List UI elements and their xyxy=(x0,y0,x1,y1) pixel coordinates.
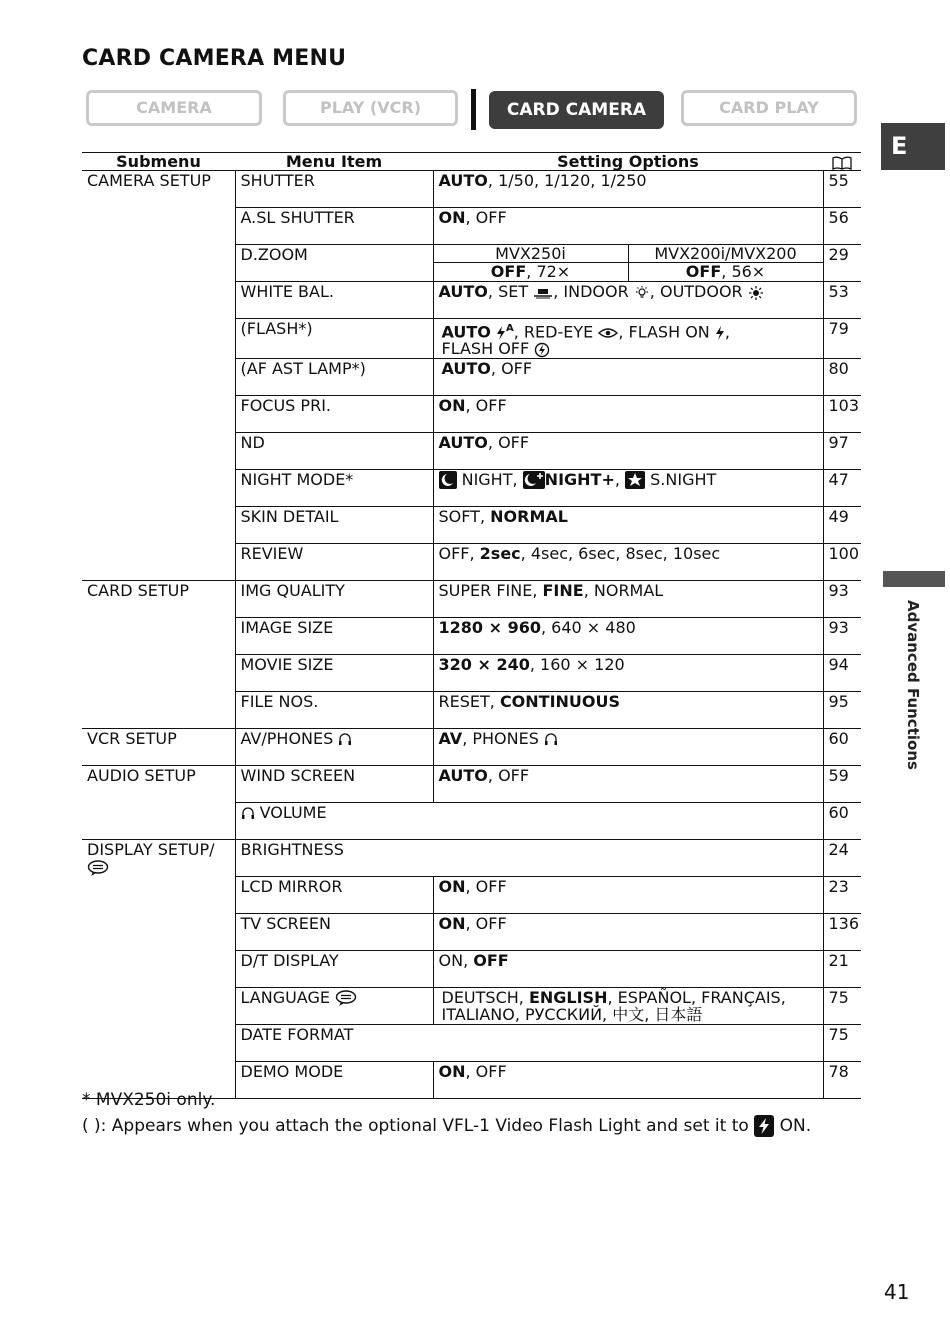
table-row xyxy=(82,765,861,802)
header-menu-item: Menu Item xyxy=(235,153,433,171)
table-row xyxy=(82,839,861,876)
headphones-icon xyxy=(241,806,255,820)
page-ref: 49 xyxy=(823,506,861,543)
page-ref: 78 xyxy=(823,1061,861,1098)
menu-item: LANGUAGE xyxy=(235,987,433,1024)
page-ref: 24 xyxy=(823,839,861,876)
menu-item: ND xyxy=(235,432,433,469)
custom-wb-icon xyxy=(533,287,553,299)
page-ref: 75 xyxy=(823,987,861,1024)
menu-item: REVIEW xyxy=(235,543,433,580)
page-ref: 53 xyxy=(823,282,861,319)
menu-item: SKIN DETAIL xyxy=(235,506,433,543)
header-page xyxy=(823,153,861,171)
page-ref: 95 xyxy=(823,691,861,728)
page-ref: 94 xyxy=(823,654,861,691)
menu-item: WHITE BAL. xyxy=(235,282,433,319)
menu-item: MOVIE SIZE xyxy=(235,654,433,691)
setting-options: DEUTSCH, ENGLISH, ESPAÑOL, FRANÇAIS, ITALIANO, РУССКИЙ, 中文, 日本語 xyxy=(433,987,823,1024)
page-ref: 80 xyxy=(823,358,861,395)
menu-item: VOLUME xyxy=(235,802,823,839)
menu-item: NIGHT MODE* xyxy=(235,469,433,506)
setting-options: ON, OFF xyxy=(433,395,823,432)
menu-item: (FLASH*) xyxy=(235,319,433,359)
night-plus-icon xyxy=(523,471,545,489)
table-row xyxy=(82,171,861,208)
tab-card-play[interactable]: CARD PLAY xyxy=(681,90,857,126)
page-title: CARD CAMERA MENU xyxy=(82,46,347,71)
setting-options: AUTO, OFF xyxy=(433,432,823,469)
setting-options: 1280 × 960, 640 × 480 xyxy=(433,617,823,654)
page-ref: 59 xyxy=(823,765,861,802)
menu-item: D/T DISPLAY xyxy=(235,950,433,987)
menu-item: IMAGE SIZE xyxy=(235,617,433,654)
section-label: Advanced Functions xyxy=(904,600,922,770)
page-ref: 55 xyxy=(823,171,861,208)
page-ref: 75 xyxy=(823,1024,861,1061)
menu-item: WIND SCREEN xyxy=(235,765,433,802)
menu-item: TV SCREEN xyxy=(235,913,433,950)
setting-options: ON, OFF xyxy=(433,208,823,245)
page-ref: 97 xyxy=(823,432,861,469)
page-ref: 103 xyxy=(823,395,861,432)
setting-options: ON, OFF xyxy=(433,876,823,913)
setting-options xyxy=(433,245,823,282)
submenu-audio-setup: AUDIO SETUP xyxy=(82,765,235,839)
menu-item: SHUTTER xyxy=(235,171,433,208)
page-ref: 60 xyxy=(823,728,861,765)
headphones-icon xyxy=(338,732,352,746)
super-night-icon xyxy=(625,471,645,489)
setting-options: AUTO, OFF xyxy=(433,358,823,395)
night-moon-icon xyxy=(439,471,457,489)
page-ref: 29 xyxy=(823,245,861,282)
page-ref: 93 xyxy=(823,580,861,617)
footnote-model: * MVX250i only. xyxy=(82,1090,216,1110)
model-mvx250i: MVX250i xyxy=(495,244,566,263)
red-eye-icon xyxy=(598,327,618,339)
book-icon xyxy=(832,156,852,170)
headphones-icon xyxy=(544,732,558,746)
menu-item: BRIGHTNESS xyxy=(235,839,823,876)
menu-item: A.SL SHUTTER xyxy=(235,208,433,245)
page-ref: 60 xyxy=(823,802,861,839)
flash-off-icon xyxy=(534,342,550,358)
page-ref: 100 xyxy=(823,543,861,580)
setting-options: AUTO, SET , INDOOR , OUTDOOR xyxy=(433,282,823,319)
sun-icon xyxy=(748,285,764,301)
menu-item: LCD MIRROR xyxy=(235,876,433,913)
speech-bubble-icon xyxy=(87,860,109,877)
speech-bubble-icon xyxy=(335,990,357,1007)
setting-options: OFF, 2sec, 4sec, 6sec, 8sec, 10sec xyxy=(433,543,823,580)
page-ref: 93 xyxy=(823,617,861,654)
setting-options: AUTO $^A$, RED-EYE , FLASH ON , FLASH OFF xyxy=(433,319,823,359)
menu-table xyxy=(82,152,861,1099)
tab-camera[interactable]: CAMERA xyxy=(86,90,262,126)
table-row xyxy=(82,580,861,617)
setting-options: SOFT, NORMAL xyxy=(433,506,823,543)
page-number: 41 xyxy=(884,1280,910,1304)
header-submenu: Submenu xyxy=(82,153,235,171)
menu-item: D.ZOOM xyxy=(235,245,433,282)
submenu-vcr-setup: VCR SETUP xyxy=(82,728,235,765)
zoom-options-b: OFF, 56× xyxy=(629,262,823,280)
menu-item: DATE FORMAT xyxy=(235,1024,823,1061)
tab-separator xyxy=(471,89,476,130)
setting-options: AUTO, 1/50, 1/120, 1/250 xyxy=(433,171,823,208)
page-ref: 79 xyxy=(823,319,861,359)
setting-options: ON, OFF xyxy=(433,1061,823,1098)
flash-mode-icon xyxy=(754,1115,774,1137)
setting-options: 320 × 240, 160 × 120 xyxy=(433,654,823,691)
submenu-card-setup: CARD SETUP xyxy=(82,580,235,728)
footnote-flash: ( ): Appears when you attach the optional VFL-1 Video Flash Light and set it to ON. xyxy=(82,1116,812,1136)
setting-options: AV, PHONES xyxy=(433,728,823,765)
menu-item: DEMO MODE xyxy=(235,1061,433,1098)
page-ref: 136 xyxy=(823,913,861,950)
setting-options: ON, OFF xyxy=(433,913,823,950)
tab-card-camera[interactable]: CARD CAMERA xyxy=(489,91,664,129)
flash-icon xyxy=(496,326,506,340)
setting-options: SUPER FINE, FINE, NORMAL xyxy=(433,580,823,617)
setting-options: ON, OFF xyxy=(433,950,823,987)
menu-item: AV/PHONES xyxy=(235,728,433,765)
submenu-camera-setup: CAMERA SETUP xyxy=(82,171,235,581)
section-tab-letter: E xyxy=(881,123,945,170)
model-mvx200: MVX200i/MVX200 xyxy=(654,244,797,263)
page-ref: 47 xyxy=(823,469,861,506)
menu-item: (AF AST LAMP*) xyxy=(235,358,433,395)
menu-item: IMG QUALITY xyxy=(235,580,433,617)
tab-play-vcr[interactable]: PLAY (VCR) xyxy=(283,90,458,126)
menu-item: FOCUS PRI. xyxy=(235,395,433,432)
page-ref: 56 xyxy=(823,208,861,245)
header-setting-options: Setting Options xyxy=(433,153,823,171)
menu-item: FILE NOS. xyxy=(235,691,433,728)
table-row xyxy=(82,728,861,765)
page-ref: 23 xyxy=(823,876,861,913)
setting-options: NIGHT, NIGHT+, S.NIGHT xyxy=(433,469,823,506)
submenu-display-setup: DISPLAY SETUP/ xyxy=(82,839,235,1098)
setting-options: RESET, CONTINUOUS xyxy=(433,691,823,728)
zoom-options-a: OFF, 72× xyxy=(434,262,628,280)
setting-options: AUTO, OFF xyxy=(433,765,823,802)
page-ref: 21 xyxy=(823,950,861,987)
flash-icon xyxy=(715,326,725,340)
section-strip xyxy=(883,571,945,587)
indoor-bulb-icon xyxy=(634,285,650,301)
